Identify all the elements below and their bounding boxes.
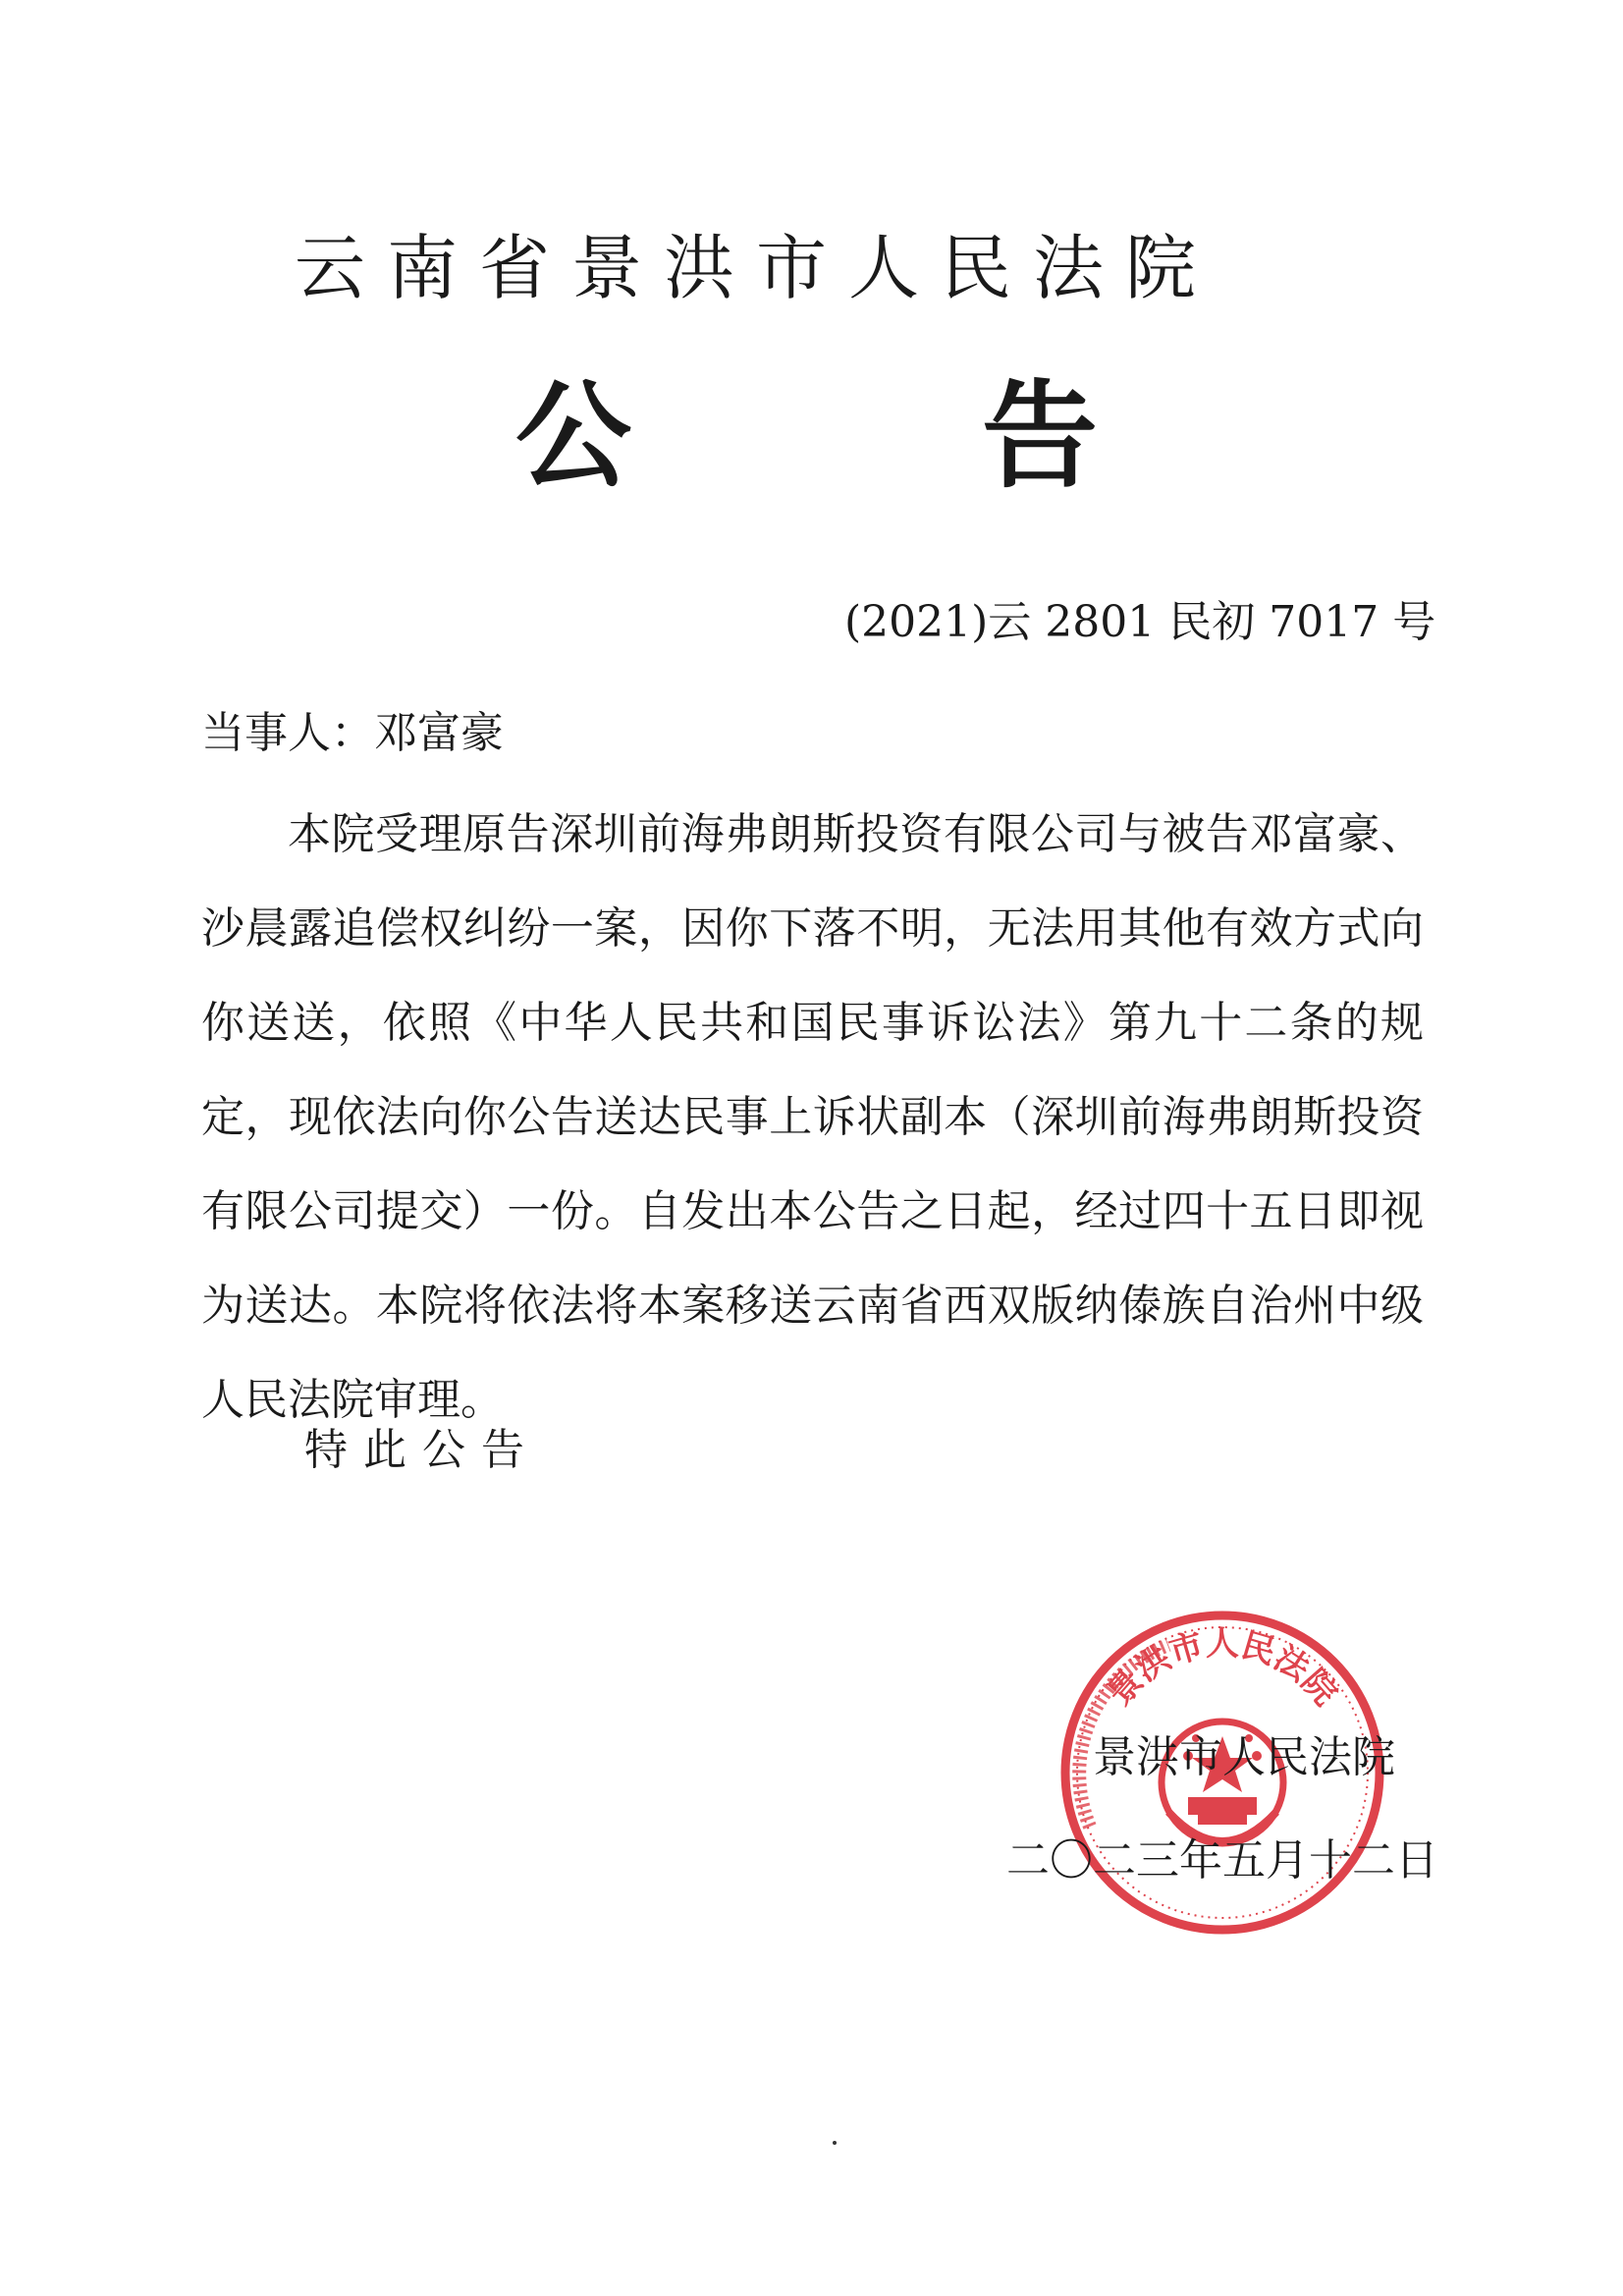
- sign-date: 二〇二三年五月十二日: [1006, 1835, 1438, 1886]
- seal-text-path: 景洪市人民法院: [1101, 1626, 1344, 1713]
- doc-title-char-2: 告: [982, 367, 1099, 504]
- notice-body: 本院受理原告深圳前海弗朗斯投资有限公司与被告邓富豪、沙晨露追偿权纠纷一案，因你下落不明，无法用其他有效方式向你送送，依照《中华人民共和国民事诉讼法》第九十二条的规定，现依法向你公告送达民事上诉状副本（深圳前海弗朗斯投资有限公司提交）一份。自发出本公告之日起，经过四十五日即视为送达。本院将依法将本案移送云南省西双版纳傣族自治州中级人民法院审理。: [201, 809, 1424, 1425]
- party-line: 当事人：邓富豪: [201, 708, 504, 758]
- doc-title-char-1: 公: [515, 367, 632, 504]
- signer-name: 景洪市人民法院: [1093, 1732, 1395, 1782]
- closing-line: 特此公告: [304, 1425, 540, 1475]
- scan-speck: [833, 2141, 837, 2145]
- case-number: (2021)云 2801 民初 7017 号: [844, 597, 1436, 647]
- court-name-heading: 云南省景洪市人民法院: [295, 227, 1218, 309]
